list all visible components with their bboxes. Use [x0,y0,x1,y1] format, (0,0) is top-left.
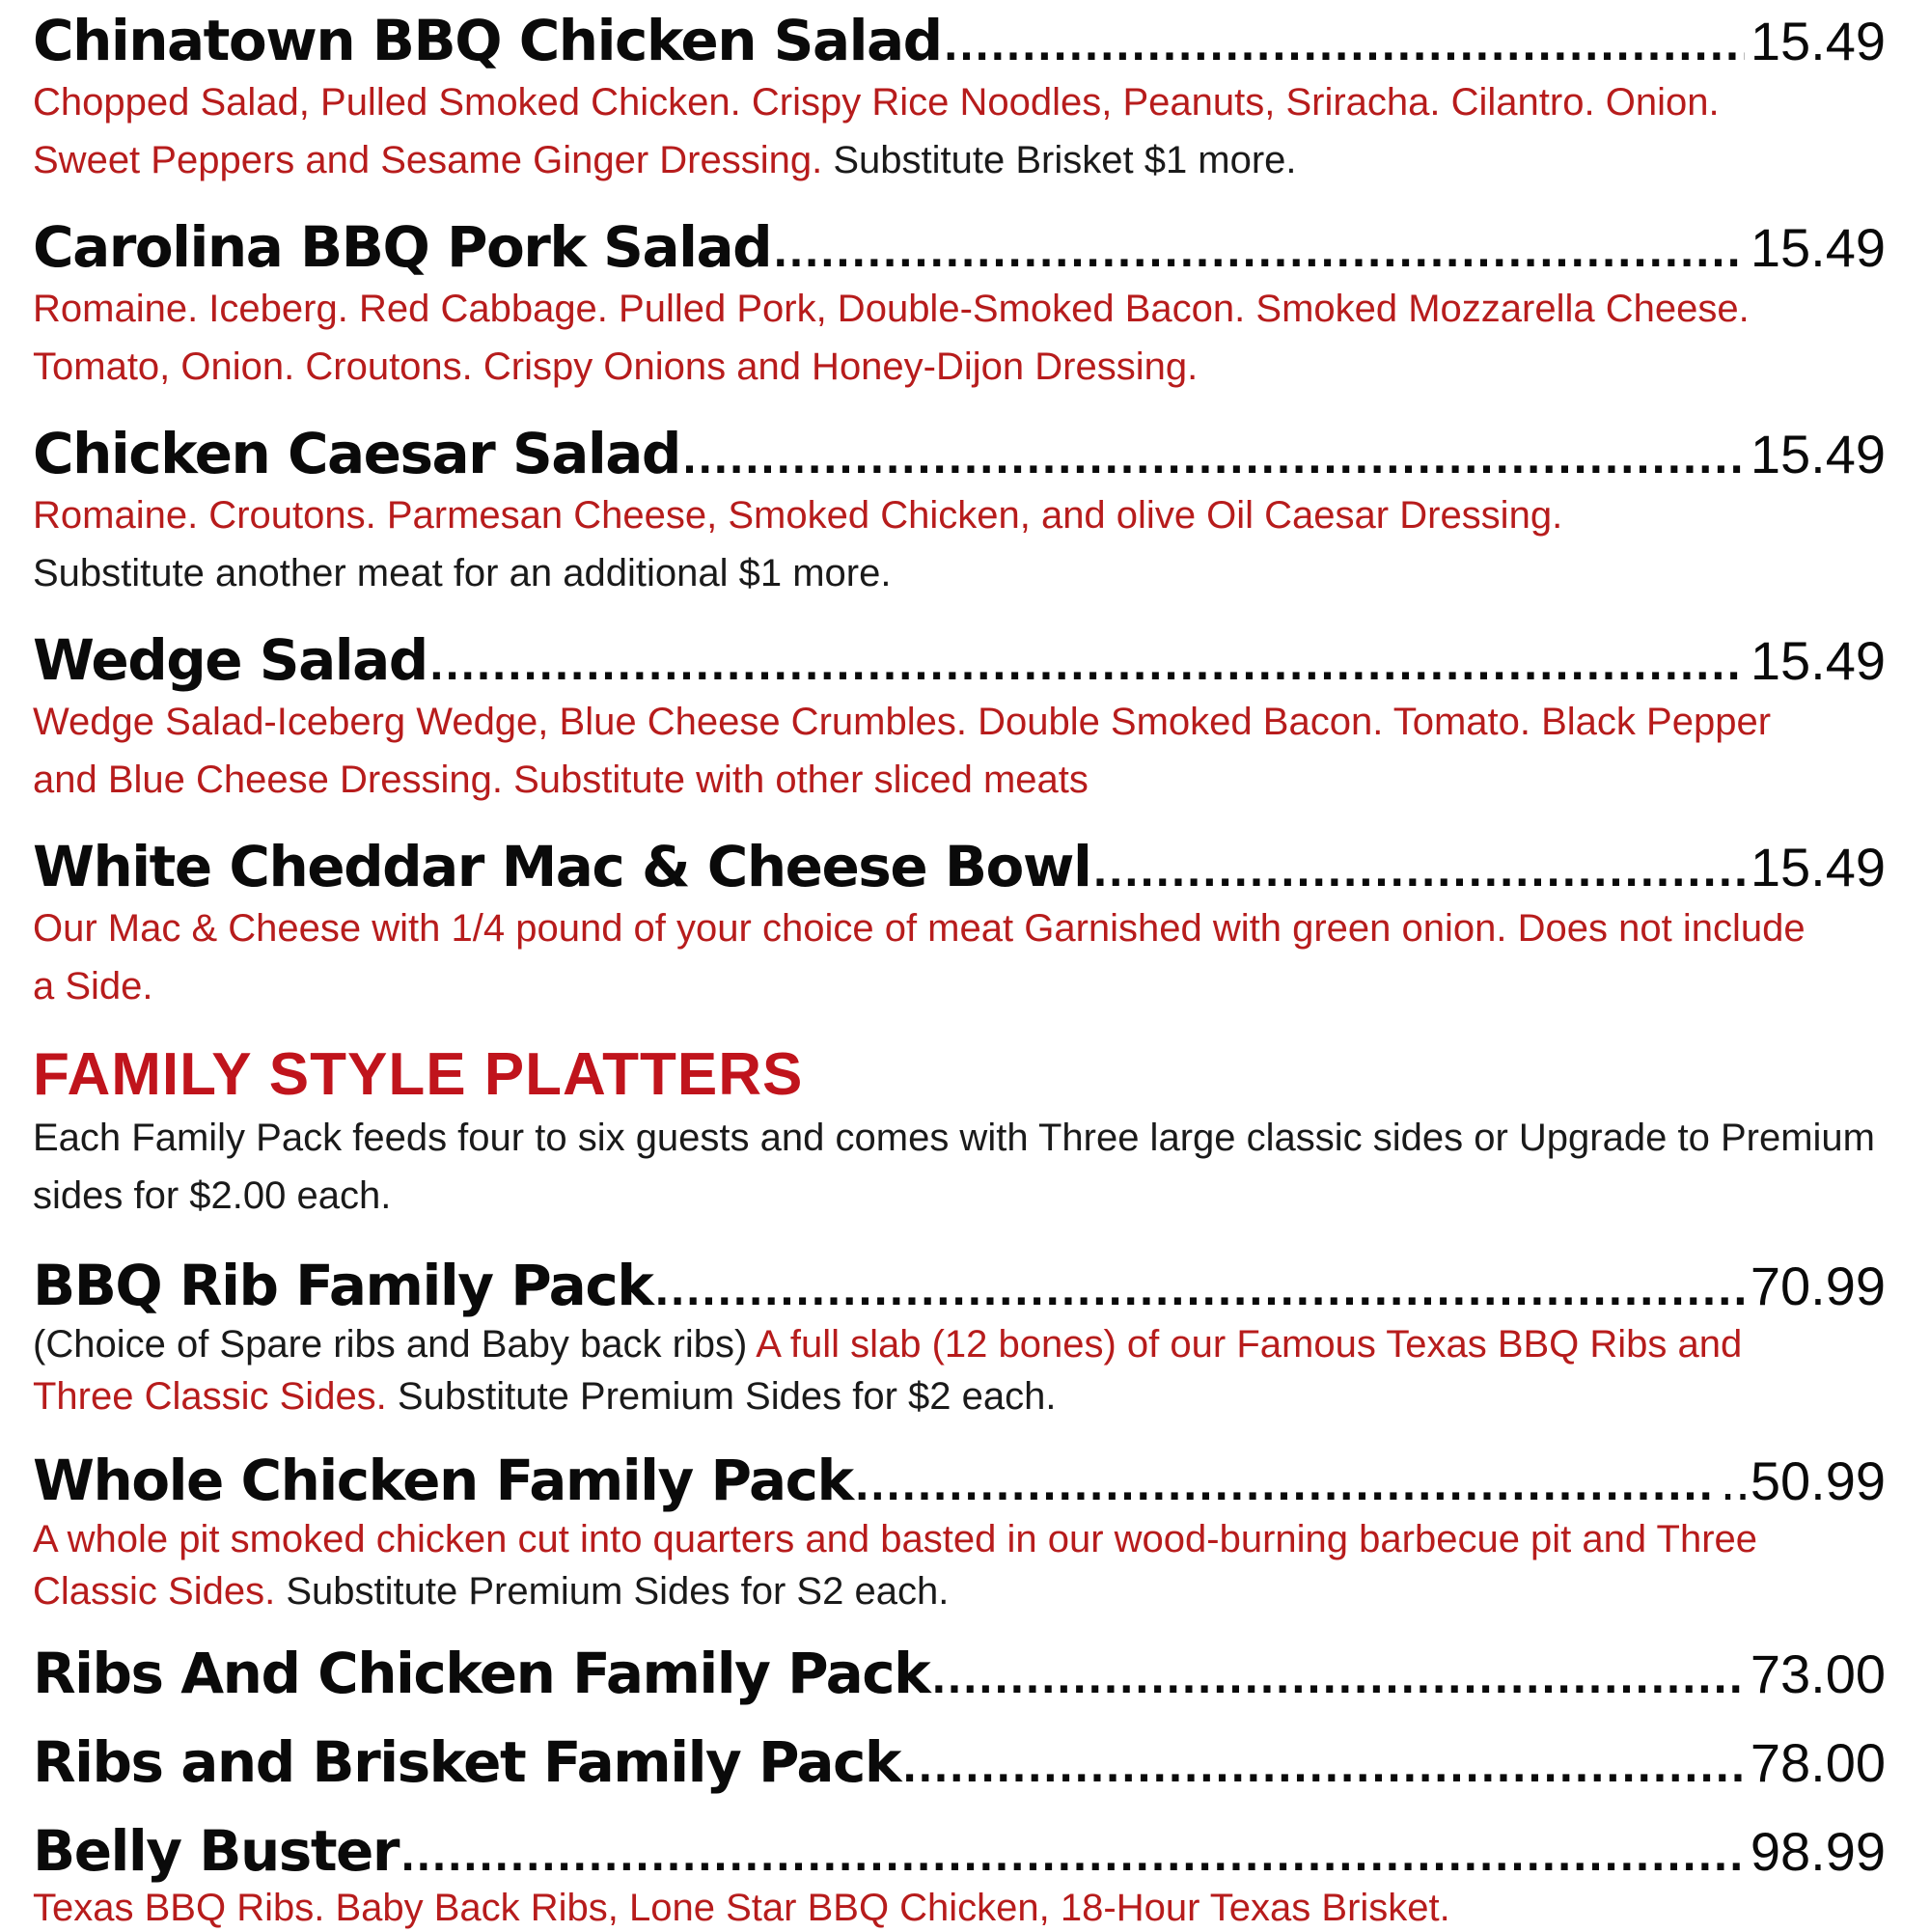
menu-item-whole-chicken-family-pack [33,1448,1886,1617]
item-name: Carolina BBQ Pork Salad [33,214,772,280]
description-red: Our Mac & Cheese with 1/4 pound of your choice of meat Garnished with green onion. Does not include a Side. [33,907,1806,1007]
menu-item-caesar-salad [33,421,1886,602]
menu-item-ribs-chicken-family-pack [33,1641,1886,1706]
description-black: Substitute Premium Sides for S2 each. [286,1570,950,1613]
item-name: BBQ Rib Family Pack [33,1253,653,1318]
menu-item-mac-cheese-bowl [33,834,1886,1015]
description-red: A whole pit smoked chicken cut into quarters and basted in our wood-burning barbecue pit and Three Classic Sides. [33,1518,1758,1613]
item-title-row [33,214,1886,280]
item-price: ..50.99 [1720,1450,1886,1511]
item-description [33,1513,1886,1617]
item-name: White Cheddar Mac & Cheese Bowl [33,834,1091,899]
item-title-row [33,1253,1886,1318]
dot-leader [654,1270,1745,1314]
description-black: Substitute Premium Sides for $2 each. [397,1375,1057,1418]
item-price: 70.99 [1750,1256,1886,1316]
dot-leader [429,645,1745,689]
dot-leader [855,1465,1715,1509]
item-title-row [33,8,1886,73]
item-name: Ribs And Chicken Family Pack [33,1641,930,1706]
description-black: Substitute Brisket $1 more. [833,139,1297,181]
item-description [33,899,1886,1015]
dot-leader [682,438,1745,483]
item-title-row [33,421,1886,486]
dot-leader [931,1658,1745,1702]
menu-item-carolina-salad [33,214,1886,396]
description-red: Wedge Salad-Iceberg Wedge, Blue Cheese Crumbles. Double Smoked Bacon. Tomato. Black Pepper and Blue Cheese Dressing. Substitute with other sliced meats [33,701,1772,801]
item-name: Chicken Caesar Salad [33,421,680,486]
item-description [33,1884,1886,1932]
description-red: Texas BBQ Ribs. Baby Back Ribs, Lone Star BBQ Chicken, 18-Hour Texas Brisket. [33,1887,1450,1929]
dot-leader [902,1747,1745,1791]
dot-leader [944,25,1745,69]
item-name: Chinatown BBQ Chicken Salad [33,8,942,73]
section-intro: Each Family Pack feeds four to six guests and comes with Three large classic sides or Upgrade to Premium sides for $2.00 each. [33,1117,1875,1217]
section-heading: FAMILY STYLE PLATTERS [33,1041,804,1108]
item-title-row [33,1641,1886,1706]
description-black-pre: (Choice of Spare ribs and Baby back ribs) [33,1323,748,1366]
item-price: 78.00 [1750,1732,1886,1793]
menu-item-ribs-brisket-family-pack [33,1729,1886,1795]
menu-item-belly-buster [33,1818,1886,1932]
dot-leader [773,232,1745,276]
item-description [33,693,1886,809]
item-price: 15.49 [1750,630,1886,691]
dot-leader [1092,851,1744,896]
item-description [33,1318,1886,1422]
description-black: Substitute another meat for an additional $1 more. [33,552,892,594]
description-red: Romaine. Croutons. Parmesan Cheese, Smoked Chicken, and olive Oil Caesar Dressing. [33,494,1563,537]
item-title-row [33,834,1886,899]
description-red: Chopped Salad, Pulled Smoked Chicken. Crispy Rice Noodles, Peanuts, Sriracha. Cilantro. Onion. Sweet Peppers and Sesame Ginger Dressing. [33,81,1720,181]
item-title-row [33,1729,1886,1795]
description-red: A full slab (12 bones) of our Famous Texas BBQ Ribs and Three Classic Sides. [33,1323,1743,1418]
item-price: 15.49 [1750,11,1886,71]
item-name: Belly Buster [33,1818,399,1884]
item-price: 98.99 [1750,1821,1886,1882]
item-description [33,486,1886,602]
family-section [33,1040,1886,1225]
item-description [33,73,1886,189]
dot-leader [400,1835,1745,1880]
item-price: 15.49 [1750,837,1886,897]
item-name: Ribs and Brisket Family Pack [33,1729,900,1795]
item-name: Wedge Salad [33,627,427,693]
menu-item-rib-family-pack [33,1253,1886,1422]
item-price: 15.49 [1750,217,1886,278]
item-title-row [33,1818,1886,1884]
menu-item-wedge-salad [33,627,1886,809]
item-price: 73.00 [1750,1643,1886,1704]
item-title-row [33,1448,1886,1513]
item-description [33,280,1886,396]
item-name: Whole Chicken Family Pack [33,1448,853,1513]
item-title-row [33,627,1886,693]
item-price: 15.49 [1750,424,1886,484]
description-red: Romaine. Iceberg. Red Cabbage. Pulled Pork, Double-Smoked Bacon. Smoked Mozzarella Cheese. Tomato, Onion. Croutons. Crispy Onions and Honey-Dijon Dressing. [33,288,1750,388]
menu-item-chinatown-salad [33,8,1886,189]
